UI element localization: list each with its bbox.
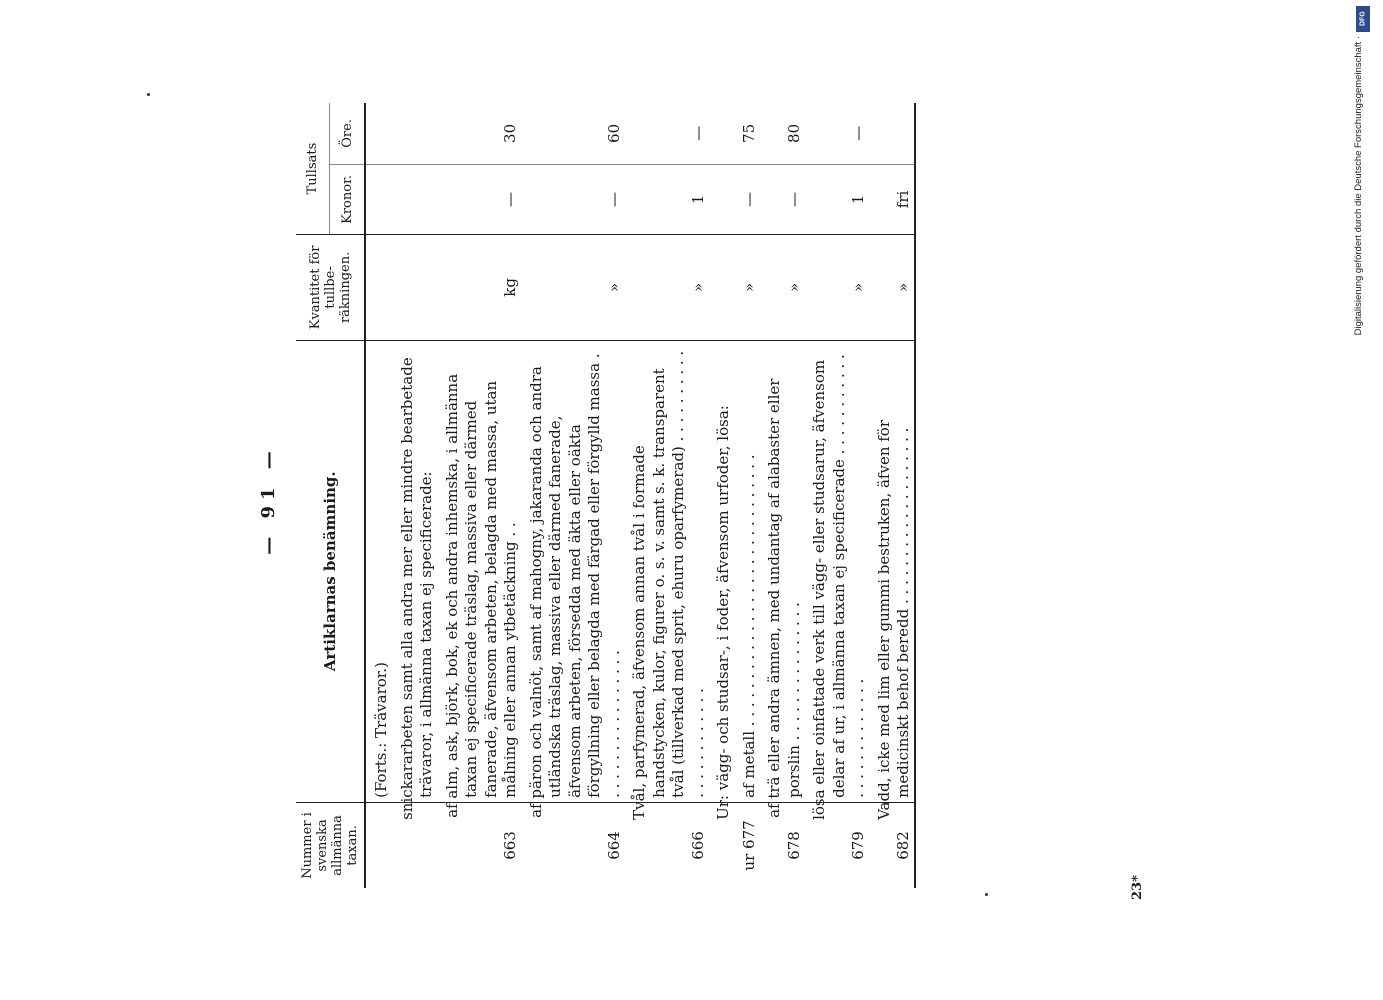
row-quantity: [708, 235, 734, 341]
row-quantity: »: [759, 235, 804, 341]
header-ore: Öre.: [330, 103, 365, 164]
row-kronor: [708, 164, 734, 234]
row-article: Vadd, icke med lim eller gummi bestruken, äfven för medicinskt behof beredd . . . . . . . . . . . . . . . . . . .: [869, 340, 915, 802]
row-number: [365, 802, 392, 888]
digitization-text: Digitalisierung gefördert durch die Deutsche Forschungsgemeinschaft ·: [1353, 36, 1364, 336]
row-number: ur 677: [734, 802, 760, 888]
row-kronor: —: [759, 164, 804, 234]
row-kronor: fri: [869, 164, 915, 234]
row-article: lösa eller oinfattade verk till vägg- eller studsarur, äfvensom delar af ur, i allmänna taxan ej specificerade . . . . . . . . . . . . . . . . . . . . . . . .: [804, 340, 869, 802]
table-row: [521, 103, 625, 888]
row-quantity: »: [734, 235, 760, 341]
row-ore: 75: [739, 123, 758, 143]
table-row: [759, 103, 804, 888]
row-article: af päron och valnöt, samt af mahogny, jakaranda och andra utländska träslag, massiva eller därmed fanerade, äfvensom arbeten, försedda med äkta eller oäkta förgyllning eller belagda med färgad eller förgylld massa . . . . . . . . . . . . . . . . .: [521, 340, 625, 802]
tariff-table: [296, 103, 916, 888]
row-ore: 30: [501, 123, 519, 143]
row-number: 666: [624, 802, 708, 888]
row-kronor: [365, 164, 392, 234]
dfg-logo: DFG: [1356, 6, 1370, 32]
row-kronor: —: [734, 164, 760, 234]
table-row: [708, 103, 734, 888]
row-article: af trä eller andra ämnen, med undantag af alabaster eller porslin . . . . . . . . . . . . . . .: [759, 340, 804, 802]
row-quantity: »: [624, 235, 708, 341]
header-number: Nummer i svenska allmänna taxan.: [296, 802, 365, 888]
row-number: 678: [759, 802, 804, 888]
row-number: 664: [521, 802, 625, 888]
row-quantity: [392, 235, 437, 341]
row-number: 682: [869, 802, 915, 888]
row-ore: 60: [604, 123, 623, 143]
row-quantity: kg: [437, 235, 521, 341]
row-quantity: »: [869, 235, 915, 341]
row-ore: [392, 103, 437, 164]
row-kronor: [392, 164, 437, 234]
table-row: [804, 103, 869, 888]
digitization-note: [1351, 6, 1379, 406]
scan-speck: [147, 93, 150, 96]
table-row: [869, 103, 915, 888]
row-article: af alm, ask, björk, bok, ek och andra inhemska, i allmänna taxan ej specificerade träslag, massiva eller därmed fanerade, äfvensom arbeten, belagda med massa, utan målning eller annan ytbetäckning . .: [437, 340, 521, 802]
row-article: af metall . . . . . . . . . . . . . . . . . . . . . . . . . . . . .: [734, 340, 760, 802]
header-rate: Tullsats: [296, 103, 330, 235]
header-kronor: Kronor.: [330, 164, 365, 234]
row-kronor: —: [437, 164, 521, 234]
row-ore: 80: [784, 123, 803, 143]
row-article: snickararbeten samt alla andra mer eller mindre bearbetade trävaror, i allmänna taxan ej specificerade:: [392, 340, 437, 802]
rotated-page: [240, 100, 1240, 900]
row-ore: [365, 103, 392, 164]
table-row: [734, 103, 760, 888]
row-quantity: »: [804, 235, 869, 341]
row-number: 663: [437, 802, 521, 888]
table-row: [365, 103, 392, 888]
table-row: [392, 103, 437, 888]
table-row: [624, 103, 708, 888]
row-kronor: —: [521, 164, 625, 234]
row-ore: —: [849, 125, 867, 141]
row-article: Ur: vägg- och studsar-, i foder, äfvensom urfoder, lösa:: [708, 340, 734, 802]
row-kronor: 1: [804, 164, 869, 234]
row-quantity: »: [521, 235, 625, 341]
table-row: [437, 103, 521, 888]
signature-mark: 23*: [1130, 875, 1145, 900]
row-number: 679: [804, 802, 869, 888]
row-article: Tvål, parfymerad, äfvensom annan tvål i formade handstycken, kulor, figurer o. s. v. samt s. k. transparent tvål (tillverkad med sprit, ehuru oparfymerad) . . . . . . . . . . . . . . . . . . . . . .: [624, 340, 708, 802]
row-kronor: 1: [624, 164, 708, 234]
row-article: (Forts.: Trävaror.): [365, 340, 392, 802]
row-ore: [708, 103, 734, 164]
table-header: [296, 103, 330, 888]
row-ore: [869, 103, 915, 164]
header-quantity: Kvantitet för tullbe-räkningen.: [296, 235, 365, 341]
header-article: Artiklarnas benämning.: [296, 340, 365, 802]
row-quantity: [365, 235, 392, 341]
row-ore: —: [688, 125, 707, 141]
page-number: — 91 —: [258, 445, 279, 555]
